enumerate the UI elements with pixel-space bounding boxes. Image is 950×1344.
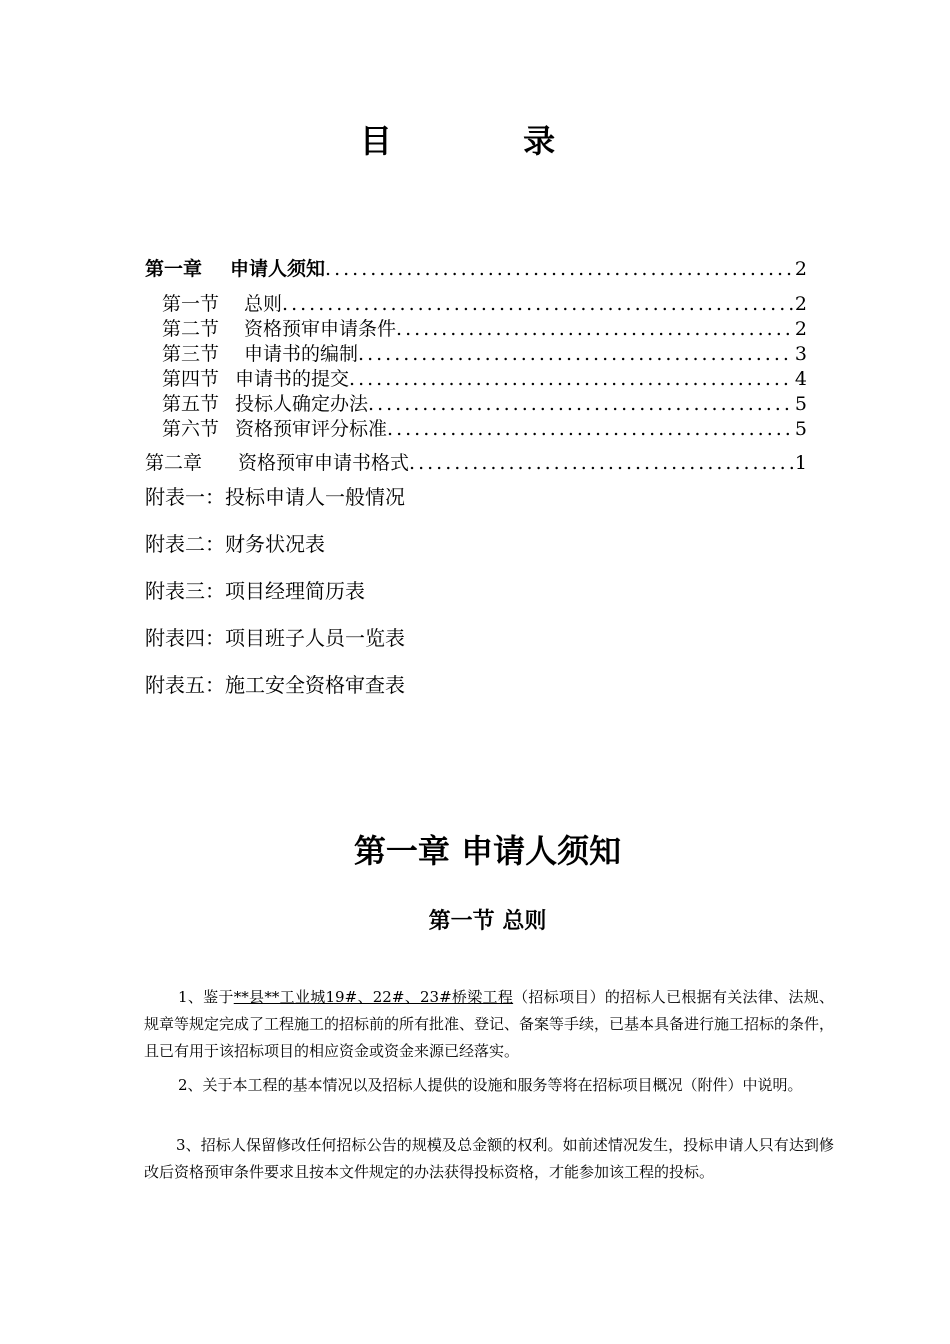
section-heading: 第一节 总则	[428, 909, 547, 934]
toc-title: 目 录	[359, 122, 616, 160]
body-paragraph-3: 3、招标人保留修改任何招标公告的规模及总金额的权利。如前述情况发生，投标申请人只有达到修改后资格预审条件要求且按本文件规定的办法获得投标资格，才能参加该工程的投标。	[144, 1136, 834, 1181]
toc-leader-dots	[368, 391, 793, 417]
toc-leader-dots	[282, 291, 793, 317]
body-paragraph-1	[144, 984, 834, 1065]
toc-page-number: 3	[794, 343, 807, 365]
toc-appendix-1[interactable]: 附表一：投标申请人一般情况	[145, 485, 405, 509]
toc-section-title: 申请书的提交	[235, 368, 350, 390]
toc-section-4[interactable]	[162, 366, 807, 392]
toc-section-number: 第六节	[162, 418, 220, 440]
toc-section-title: 申请书的编制	[244, 343, 359, 365]
toc-chapter-1[interactable]	[145, 256, 807, 282]
toc-page-number: 1	[794, 452, 807, 474]
toc-chapter-2-number: 第二章	[145, 452, 203, 474]
toc-leader-dots	[349, 366, 793, 392]
toc-appendix-3[interactable]: 附表三：项目经理简历表	[145, 579, 365, 603]
toc-chapter-1-title: 申请人须知	[230, 258, 326, 280]
toc-section-number: 第四节	[162, 368, 220, 390]
toc-section-3[interactable]	[162, 341, 807, 367]
toc-appendix-4[interactable]: 附表四：项目班子人员一览表	[145, 626, 405, 650]
toc-leader-dots	[409, 450, 793, 476]
toc-leader-dots	[396, 316, 793, 342]
toc-section-6[interactable]	[162, 416, 807, 442]
toc-section-number: 第三节	[162, 343, 220, 365]
toc-page-number: 5	[794, 393, 807, 415]
body-paragraph-2: 2、关于本工程的基本情况以及招标人提供的设施和服务等将在招标项目概况（附件）中说明。	[178, 1076, 803, 1094]
toc-page-number: 4	[794, 368, 807, 390]
toc-leader-dots	[325, 256, 793, 282]
toc-appendix-5[interactable]: 附表五：施工安全资格审查表	[145, 673, 405, 697]
toc-section-title: 资格预审申请条件	[244, 318, 397, 340]
toc-page-number: 2	[794, 293, 807, 315]
toc-section-title: 投标人确定办法	[235, 393, 369, 415]
toc-section-1[interactable]	[162, 291, 807, 317]
toc-page-number: 2	[794, 318, 807, 340]
paragraph-text: （招标项目）的招标人已根据有关法律、法规、规章等规定完成了工程施工的招标前的所有批准、登记、备案等手续，已基本具备进行施工招标的条件，且已有用于该招标项目的相应资金或资金来源已经落实。	[144, 988, 835, 1060]
paragraph-number: 1、鉴于	[178, 988, 234, 1006]
toc-section-number: 第二节	[162, 318, 220, 340]
toc-section-number: 第一节	[162, 293, 220, 315]
toc-section-title: 总则	[244, 293, 283, 315]
toc-leader-dots	[387, 416, 793, 442]
toc-section-5[interactable]	[162, 391, 807, 417]
project-name: **县**工业城19#、22#、23#桥梁工程	[233, 988, 514, 1006]
toc-section-number: 第五节	[162, 393, 220, 415]
toc-appendix-2[interactable]: 附表二：财务状况表	[145, 532, 325, 556]
toc-page-number: 5	[794, 418, 807, 440]
toc-chapter-2-title: 资格预审申请书格式	[238, 452, 410, 474]
chapter-heading: 第一章 申请人须知	[353, 832, 622, 870]
toc-chapter-1-number: 第一章	[145, 258, 203, 280]
toc-leader-dots	[358, 341, 793, 367]
toc-section-2[interactable]	[162, 316, 807, 342]
toc-chapter-2[interactable]	[145, 450, 807, 476]
toc-page-number: 2	[794, 258, 807, 280]
toc-section-title: 资格预审评分标准	[235, 418, 388, 440]
